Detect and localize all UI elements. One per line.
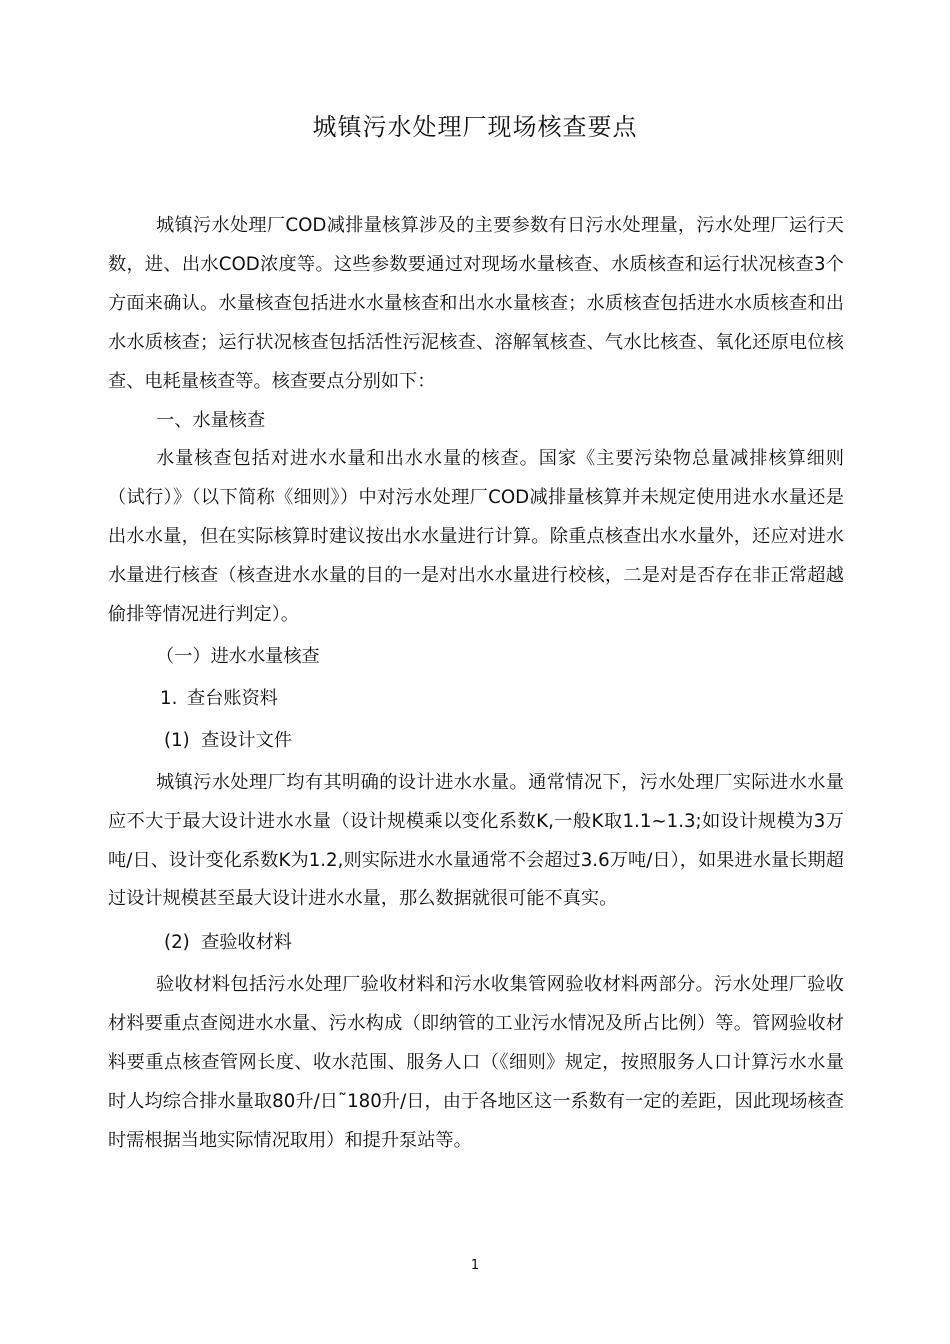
list-item-design-docs [108, 722, 844, 761]
list-item-label: 查验收材料 [201, 932, 292, 954]
section-heading-water-volume: 一、水量核查 [156, 409, 266, 431]
list-item-label: 查设计文件 [201, 729, 292, 751]
acceptance-materials-paragraph: 验收材料包括污水处理厂验收材料和污水收集管网验收材料两部分。污水处理厂验收材料要重点查阅进水水量、污水构成（即纳管的工业污水情况及所占比例）等。管网验收材料要重点核查管网长度、收水范围、服务人口（《细则》规定，按照服务人口计算污水水量时人均综合排水量取80升/日˜180升/日，由于各地区这一系数有一定的差距，因此现场核查时需根据当地实际情况取用）和提升泵站等。 [108, 974, 844, 1151]
list-item-acceptance-materials [108, 924, 844, 963]
design-docs-paragraph: 城镇污水处理厂均有其明确的设计进水水量。通常情况下，污水处理厂实际进水水量应不大于最大设计进水水量（设计规模乘以变化系数K,一般K取1.1~1.3;如设计规模为3万吨/日、设计变化系数K为1.2,则实际进水水量通常不会超过3.6万吨/日），如果进水量长期超过设计规模甚至最大设计进水水量，那么数据就很可能不真实。 [108, 771, 844, 910]
list-item-number: (2) [164, 932, 190, 954]
list-item-ledger [108, 680, 844, 719]
list-item-label: 查台账资料 [187, 687, 278, 709]
section-paragraph-water-volume: 水量核查包括对进水水量和出水水量的核查。国家《主要污染物总量减排核算细则（试行）》（以下简称《细则》）中对污水处理厂COD减排量核算并未规定使用进水水量还是出水水量，但在实际核算时建议按出水水量进行计算。除重点核查出水水量外，还应对进水水量进行核查（核查进水水量的目的一是对出水水量进行校核，二是对是否存在非正常超越偷排等情况进行判定）。 [108, 448, 844, 626]
document-body [108, 207, 844, 1161]
subsection-heading-inflow: （一）进水水量核查 [156, 645, 320, 667]
list-item-number: 1. [160, 687, 178, 709]
document-title: 城镇污水处理厂现场核查要点 [312, 113, 638, 141]
intro-paragraph: 城镇污水处理厂COD减排量核算涉及的主要参数有日污水处理量，污水处理厂运行天数，进、出水COD浓度等。这些参数要通过对现场水量核查、水质核查和运行状况核查3个方面来确认。水量核查包括进水水量核查和出水水量核查；水质核查包括进水水质核查和出水水质核查；运行状况核查包括活性污泥核查、溶解氧核查、气水比核查、氧化还原电位核查、电耗量核查等。核查要点分别如下： [108, 215, 844, 392]
list-item-number: (1) [164, 729, 190, 751]
page-number: 1 [470, 1258, 480, 1273]
